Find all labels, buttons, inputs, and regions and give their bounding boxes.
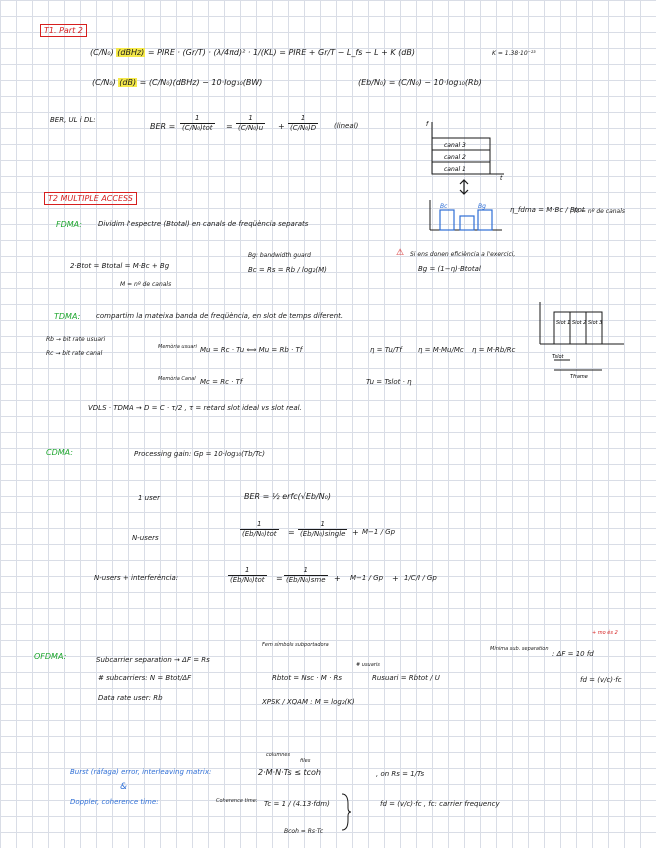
tdma-tu-eq: Tu = Tslot · η xyxy=(366,378,412,386)
t1-title: T1. Part 2 xyxy=(40,24,87,37)
k-value: K = 1.38·10⁻²³ xyxy=(492,50,536,57)
fdma-bg-eta: Bg = (1−η)·Btotal xyxy=(418,265,481,273)
double-arrow-icon xyxy=(460,180,468,194)
tdma-desc: compartim la mateixa banda de freqüència, en slot de temps diferent. xyxy=(96,312,344,320)
snr-eq-lhs: (C/N₀) xyxy=(90,48,114,57)
fdma-eta-note: , M = nº de canals xyxy=(570,208,626,215)
cdma-n-frac-single: 1 (Eb/N₀)single xyxy=(300,520,346,538)
canal-3-label: canal 3 xyxy=(444,142,466,149)
tdma-eta1: η = Tu/Tf xyxy=(370,346,402,354)
cdma-ni-frac4: 1/C/I / Gp xyxy=(404,574,437,582)
axis-f-label: f xyxy=(426,121,429,128)
fdma-m-note: M = nº de canals xyxy=(120,281,172,288)
burst-amp: & xyxy=(120,782,128,792)
ofdma-delta-f: : ΔF = 10 fd xyxy=(552,650,594,658)
ber-frac-downlink: $\frac{1}{\text{(C/N₀)D}}$ xyxy=(290,114,317,132)
ofdma-xpsk: XPSK / XQAM : M = log₂(K) xyxy=(262,698,355,706)
cdma-ni-frac3: M−1 / Gp xyxy=(350,574,384,582)
cdma-ni-frac1-den: (Eb/N₀)tot xyxy=(230,576,265,584)
cdma-ni-eq-sign: = xyxy=(276,574,283,583)
tdma-mu-eq: Mu = Rc · Tu ⟺ Mu = Rb · Tf xyxy=(200,346,303,354)
burst-eq-note1: columnes xyxy=(266,752,291,758)
cdma-n-frac2-den: (Eb/N₀)single xyxy=(300,530,346,538)
fd2-eq: fd = (v/c)·fc , fc: carrier frequency xyxy=(380,800,500,808)
cdma-ni-label: N-users + interferència: xyxy=(94,574,179,582)
ber-frac-uplink: $\frac{1}{\text{(C/N₀)u}}$ xyxy=(238,114,264,132)
db-eq-unit: (dB) xyxy=(119,78,137,87)
cdma-ni-plus-2: + xyxy=(392,574,399,583)
canal-1-label: canal 1 xyxy=(444,166,466,173)
cdma-one-user: 1 user xyxy=(138,494,160,502)
coh-label: Coherence time: xyxy=(216,798,258,804)
fdma-bg-note: Bg: bandwidth guard xyxy=(248,252,311,259)
fdma-desc: Dividim l'espectre (Btotal) en canals de freqüència separats xyxy=(98,220,309,228)
cdma-n-users: N-users xyxy=(132,534,159,542)
snr-equation xyxy=(90,48,415,58)
ofdma-symbols-note: Fem símbols subportadora xyxy=(262,642,329,648)
ofdma-mo-note: + mo és 2 xyxy=(592,630,618,636)
ber-frac3-den: (C/N₀)D xyxy=(290,124,317,132)
cdma-label: CDMA: xyxy=(46,448,73,457)
bcoh-eq: Bcoh = Rs·Tc xyxy=(284,828,324,835)
tdma-mc-eq: Mc = Rc · Tf xyxy=(200,378,243,386)
cdma-ber: BER = ½ erfc(√Eb/N₀) xyxy=(244,492,331,501)
slot-2-label: Slot 2 xyxy=(572,320,587,326)
tdma-slot-diagram xyxy=(532,298,632,380)
snr-eq-mid: = PIRE · (Gr/T) · (λ/4πd)² · 1/(KL) = PIRE + Gr/T − L_fs − L + K (dB) xyxy=(147,48,415,57)
db-eq-lhs: (C/N₀) xyxy=(92,78,116,87)
ber-plus-sign: + xyxy=(278,122,285,131)
burst-eq-note2: files xyxy=(300,758,311,764)
ofdma-rbtot: Rbtot = Nsc · M · Rs xyxy=(272,674,343,682)
slot-1-label: Slot 1 xyxy=(556,320,571,326)
axis-t-label: t xyxy=(500,175,503,182)
cdma-ni-frac-total: 1 (Eb/N₀)tot xyxy=(230,566,265,584)
warning-icon: ⚠ xyxy=(396,248,405,258)
snr-eq-unit: (dBHz) xyxy=(117,48,145,57)
fdma-eta-formula: η_fdma = M·Bc / Btot xyxy=(510,206,585,214)
ofdma-subcarrier: Subcarrier separation → ΔF = Rs xyxy=(96,656,210,664)
cdma-ni-plus-1: + xyxy=(334,574,341,583)
canal-2-label: canal 2 xyxy=(444,154,466,161)
tframe-label: Tframe xyxy=(570,374,588,380)
cdma-n-frac-total: 1 (Eb/N₀)tot xyxy=(242,520,277,538)
ber-frac2-den: (C/N₀)u xyxy=(238,124,264,132)
ofdma-data-rate: Data rate user: Rb xyxy=(98,694,163,702)
db-equation xyxy=(92,78,262,88)
cdma-n-eq-sign: = xyxy=(288,528,295,537)
cdma-ni-frac-sme: 1 (Eb/N₀)sme xyxy=(286,566,326,584)
tdma-rc-note: Rc → bit rate canal xyxy=(46,350,103,357)
tdma-eta2: η = M·Mu/Mc xyxy=(418,346,464,354)
cdma-ni-frac2-den: (Eb/N₀)sme xyxy=(286,576,326,584)
tslot-label: Tslot xyxy=(552,354,564,360)
burst-eq: 2·M·N·Ts ≤ tcoh xyxy=(258,768,321,777)
ber-lhs: BER = xyxy=(150,122,176,131)
brace-icon xyxy=(340,792,352,832)
bar-label-bg: Bg xyxy=(478,203,486,210)
cdma-n-frac3: M−1 / Gp xyxy=(362,528,396,536)
burst-rs-eq: , on Rs = 1/Ts xyxy=(376,770,425,778)
tdma-vdls: VDLS · TDMA → D = C · τ/2 , τ = retard slot ideal vs slot real. xyxy=(88,404,302,412)
ofdma-min-sep: Mínima sub. separation xyxy=(490,646,549,652)
tdma-eta3: η = M·Rb/Rc xyxy=(472,346,516,354)
fdma-btot-eq: 2·Btot = Btotal = M·Bc + Bg xyxy=(70,262,170,270)
cdma-n-frac1-den: (Eb/N₀)tot xyxy=(242,530,277,538)
ber-eq-sign: = xyxy=(226,122,233,131)
ofdma-rusr: Rusuari = Rbtot / U xyxy=(372,674,440,682)
cdma-gain: Processing gain: Gp = 10·log₁₀(Tb/Tc) xyxy=(134,450,265,458)
slot-3-label: Slot 3 xyxy=(588,320,603,326)
doppler-label: Doppler, coherence time: xyxy=(70,798,159,806)
ofdma-subcarriers: # subcarriers: N = Btot/ΔF xyxy=(98,674,192,682)
t2-title: T2 MULTIPLE ACCESS xyxy=(44,192,137,205)
cdma-n-plus-sign: + xyxy=(352,528,359,537)
burst-label: Burst (ráfaga) error, interleaving matrix: xyxy=(70,768,212,776)
tdma-rb-note: Rb → bit rate usuari xyxy=(46,336,106,343)
fdma-warning: Si ens donen eficiència a l'exercici, xyxy=(410,251,516,258)
ber-unit: (lineal) xyxy=(334,122,359,130)
fdma-label: FDMA: xyxy=(56,220,82,229)
ofdma-usr-note: # usuaris xyxy=(356,662,380,668)
ber-label: BER, UL i DL: xyxy=(50,116,96,124)
eb-equation: (Eb/N₀) = (C/N₀) − 10·log₁₀(Rb) xyxy=(358,78,482,87)
fdma-bc-rs: Bc = Rs = Rb / log₂(M) xyxy=(248,266,327,274)
tdma-label: TDMA: xyxy=(54,312,81,321)
tdma-mem-canal: Memòria Canal xyxy=(158,376,196,382)
ber-frac1-den: (C/N₀)tot xyxy=(182,124,213,132)
fdma-channel-diagram xyxy=(418,118,508,238)
ber-frac-total: 1 (C/N₀)tot xyxy=(182,114,213,132)
tc-eq: Tc = 1 / (4.13·fdm) xyxy=(264,800,330,808)
db-eq-rhs: = (C/N₀)(dBHz) − 10·log₁₀(BW) xyxy=(139,78,263,87)
tdma-mem-user: Memòria usuari xyxy=(158,344,197,350)
ofdma-fd-eq: fd = (v/c)·fc xyxy=(580,676,622,684)
ofdma-label: OFDMA: xyxy=(34,652,67,661)
bar-label-bc: Bc xyxy=(440,203,448,210)
